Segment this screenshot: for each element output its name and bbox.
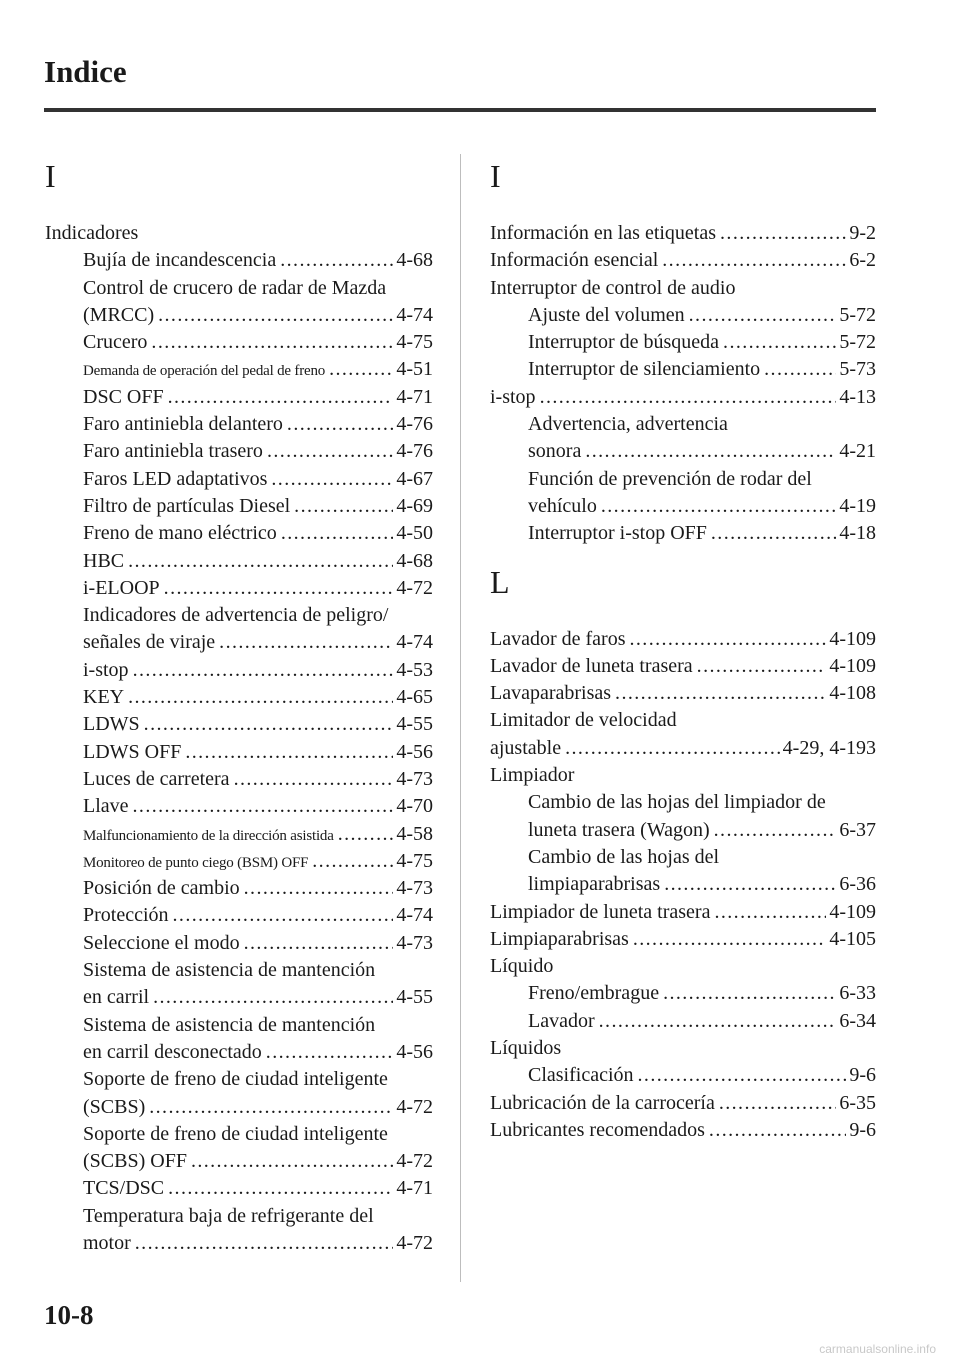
index-entry <box>45 875 433 902</box>
entry-page-ref: 4-29, 4-193 <box>782 736 876 759</box>
index-entry <box>490 871 876 898</box>
entry-page-ref: 4-13 <box>839 385 876 408</box>
index-entry <box>490 980 876 1007</box>
dot-leader <box>133 793 394 820</box>
index-entry <box>45 1203 433 1230</box>
entry-page-ref: 6-35 <box>839 1091 876 1114</box>
entry-text: Líquido <box>490 955 554 978</box>
index-entry <box>490 520 876 547</box>
entry-text: Cambio de las hojas del limpiador de <box>528 791 826 814</box>
watermark: carmanualsonline.info <box>819 1342 936 1356</box>
index-entry <box>45 1148 433 1175</box>
entry-text: Malfuncionamiento de la dirección asistida <box>83 827 334 844</box>
index-entry <box>45 1175 433 1202</box>
dot-leader <box>244 875 394 902</box>
dot-leader <box>133 657 394 684</box>
index-entry <box>490 1117 876 1144</box>
entry-page-ref: 4-76 <box>396 440 433 463</box>
entry-page-ref: 4-73 <box>396 877 433 900</box>
index-entry <box>45 602 433 629</box>
entry-text: motor <box>83 1231 131 1254</box>
dot-leader <box>173 902 394 929</box>
index-entry <box>490 493 876 520</box>
entry-text: ajustable <box>490 736 562 759</box>
entry-text: Limpiaparabrisas <box>490 927 629 950</box>
dot-leader <box>128 684 393 711</box>
dot-leader <box>294 493 393 520</box>
entry-page-ref: 6-37 <box>839 818 876 841</box>
dot-leader <box>714 817 837 844</box>
index-entry <box>490 735 876 762</box>
entry-page-ref: 4-53 <box>396 658 433 681</box>
index-entry <box>490 680 876 707</box>
dot-leader <box>312 848 393 875</box>
index-entry <box>45 793 433 820</box>
dot-leader <box>633 926 826 953</box>
index-entry <box>490 411 876 438</box>
entry-text: Indicadores <box>45 222 139 244</box>
entry-page-ref: 4-109 <box>829 900 876 923</box>
index-entry <box>490 329 876 356</box>
entry-page-ref: 4-69 <box>396 494 433 517</box>
entry-page-ref: 6-36 <box>839 873 876 896</box>
entry-text: Interruptor de silenciamiento <box>528 358 761 381</box>
index-entry <box>45 438 433 465</box>
dot-leader <box>185 739 393 766</box>
dot-leader <box>601 493 836 520</box>
entry-text: Protección <box>83 904 169 927</box>
index-entry <box>490 275 876 302</box>
entry-text: Sistema de asistencia de mantención <box>83 1013 376 1036</box>
dot-leader <box>338 821 394 848</box>
entry-page-ref: 4-74 <box>396 631 433 654</box>
entry-page-ref: 4-72 <box>396 1150 433 1173</box>
index-entry <box>45 739 433 766</box>
section-letter-i: I <box>490 158 501 194</box>
entry-page-ref: 4-72 <box>396 1095 433 1118</box>
dot-leader <box>191 1148 393 1175</box>
entry-page-ref: 4-18 <box>839 522 876 545</box>
entry-page-ref: 9-6 <box>849 1118 876 1141</box>
entry-text: vehículo <box>528 494 597 517</box>
entry-page-ref: 4-72 <box>396 1231 433 1254</box>
dot-leader <box>709 1117 846 1144</box>
entry-text: Información esencial <box>490 249 659 272</box>
entry-text: TCS/DSC <box>83 1177 165 1200</box>
entry-page-ref: 4-68 <box>396 249 433 272</box>
entry-text: Lavador de faros <box>490 627 626 650</box>
entry-page-ref: 4-73 <box>396 931 433 954</box>
index-entry <box>45 411 433 438</box>
entry-text: Lavaparabrisas <box>490 682 612 705</box>
index-entries-right-i <box>490 220 876 548</box>
dot-leader <box>271 466 393 493</box>
entry-page-ref: 9-6 <box>849 1064 876 1087</box>
dot-leader <box>714 899 826 926</box>
entry-page-ref: 6-2 <box>849 249 876 272</box>
entry-text: DSC OFF <box>83 385 164 408</box>
entry-page-ref: 4-50 <box>396 522 433 545</box>
page-number: 10-8 <box>44 1300 94 1330</box>
dot-leader <box>219 629 393 656</box>
dot-leader <box>267 438 393 465</box>
entry-text: señales de viraje <box>83 631 216 654</box>
entry-text: Filtro de partículas Diesel <box>83 494 291 517</box>
right-column <box>490 160 876 1144</box>
entry-page-ref: 4-21 <box>839 440 876 463</box>
page-title: Indice <box>44 54 127 89</box>
entry-text: LDWS <box>83 713 140 736</box>
index-entry <box>490 220 876 247</box>
index-entry <box>490 247 876 274</box>
entry-text: i-stop <box>490 385 536 408</box>
index-entry <box>490 438 876 465</box>
dot-leader <box>287 411 393 438</box>
index-entry <box>490 844 876 871</box>
entry-text: Bujía de incandescencia <box>83 249 277 272</box>
dot-leader <box>151 329 393 356</box>
entry-text: HBC <box>83 549 125 572</box>
entry-page-ref: 4-56 <box>396 740 433 763</box>
index-entry <box>45 902 433 929</box>
entry-text: Luces de carretera <box>83 767 230 790</box>
index-entry <box>45 520 433 547</box>
dot-leader <box>723 329 836 356</box>
dot-leader <box>281 520 394 547</box>
entry-text: Indicadores de advertencia de peligro/ <box>83 604 389 627</box>
entry-text: Advertencia, advertencia <box>528 413 728 436</box>
dot-leader <box>599 1008 837 1035</box>
entry-page-ref: 9-2 <box>849 222 876 244</box>
index-entry <box>45 302 433 329</box>
index-entry <box>490 707 876 734</box>
entry-page-ref: 5-73 <box>839 358 876 381</box>
entry-page-ref: 4-75 <box>396 849 433 872</box>
dot-leader <box>585 438 836 465</box>
entry-page-ref: 4-67 <box>396 467 433 490</box>
index-entry <box>490 1008 876 1035</box>
entry-text: Crucero <box>83 331 148 354</box>
dot-leader <box>158 302 393 329</box>
entry-text: i-stop <box>83 658 129 681</box>
entry-page-ref: 4-19 <box>839 494 876 517</box>
index-entry <box>490 789 876 816</box>
entry-page-ref: 4-76 <box>396 413 433 436</box>
column-divider <box>460 154 461 1282</box>
entry-text: Freno de mano eléctrico <box>83 522 277 545</box>
entry-page-ref: 4-68 <box>396 549 433 572</box>
entry-text: Función de prevención de rodar del <box>528 467 812 490</box>
index-entry <box>490 1035 876 1062</box>
index-entry <box>490 953 876 980</box>
index-entry <box>45 766 433 793</box>
entry-page-ref: 4-109 <box>829 627 876 650</box>
index-entry <box>45 848 433 875</box>
dot-leader <box>664 871 836 898</box>
header-rule <box>44 108 876 112</box>
entry-page-ref: 4-72 <box>396 576 433 599</box>
entry-page-ref: 4-73 <box>396 767 433 790</box>
index-entry <box>45 220 433 247</box>
dot-leader <box>630 626 827 653</box>
index-entry <box>45 821 433 848</box>
entry-text: Interruptor de búsqueda <box>528 331 720 354</box>
entry-text: KEY <box>83 686 125 709</box>
entry-text: Llave <box>83 795 129 818</box>
entry-text: en carril desconectado <box>83 1040 262 1063</box>
index-entry <box>490 1090 876 1117</box>
entry-text: Limitador de velocidad <box>490 709 677 732</box>
entry-page-ref: 5-72 <box>839 303 876 326</box>
entry-text: Posición de cambio <box>83 877 240 900</box>
index-entry <box>45 930 433 957</box>
entry-page-ref: 6-33 <box>839 982 876 1005</box>
entry-text: Faro antiniebla trasero <box>83 440 263 463</box>
dot-leader <box>128 548 393 575</box>
entry-text: LDWS OFF <box>83 740 182 763</box>
entry-text: Ajuste del volumen <box>528 303 685 326</box>
section-letter-l: L <box>490 563 510 600</box>
entry-page-ref: 5-72 <box>839 331 876 354</box>
entry-page-ref: 4-55 <box>396 713 433 736</box>
index-entry <box>45 1121 433 1148</box>
entry-text: Control de crucero de radar de Mazda <box>83 276 387 299</box>
entry-text: en carril <box>83 986 150 1009</box>
dot-leader <box>663 980 836 1007</box>
entry-text: Clasificación <box>528 1064 634 1087</box>
index-entry <box>45 657 433 684</box>
index-entry <box>45 384 433 411</box>
dot-leader <box>662 247 846 274</box>
entry-text: Faro antiniebla delantero <box>83 413 283 436</box>
entry-page-ref: 4-65 <box>396 686 433 709</box>
index-entry <box>490 356 876 383</box>
dot-leader <box>329 356 393 383</box>
entry-page-ref: 4-108 <box>829 682 876 705</box>
entry-text: sonora <box>528 440 582 463</box>
dot-leader <box>565 735 780 762</box>
entry-text: (SCBS) <box>83 1095 146 1118</box>
dot-leader <box>266 1039 394 1066</box>
entry-text: Lubricantes recomendados <box>490 1118 705 1141</box>
index-entry <box>45 575 433 602</box>
dot-leader <box>244 930 394 957</box>
dot-leader <box>689 302 837 329</box>
entry-text: Soporte de freno de ciudad inteligente <box>83 1122 388 1145</box>
index-entry <box>490 302 876 329</box>
index-entry <box>45 356 433 383</box>
index-entry <box>45 1094 433 1121</box>
dot-leader <box>697 653 827 680</box>
index-entry <box>45 493 433 520</box>
entry-text: Información en las etiquetas <box>490 222 717 244</box>
index-entry <box>45 957 433 984</box>
index-entry <box>490 384 876 411</box>
dot-leader <box>615 680 826 707</box>
index-entry <box>45 1012 433 1039</box>
entry-page-ref: 4-71 <box>396 1177 433 1200</box>
entry-text: Cambio de las hojas del <box>528 845 720 868</box>
entry-page-ref: 4-70 <box>396 795 433 818</box>
index-entry <box>490 466 876 493</box>
dot-leader <box>135 1230 394 1257</box>
dot-leader <box>168 384 394 411</box>
dot-leader <box>234 766 394 793</box>
index-entries-left <box>45 220 433 1257</box>
index-entry <box>45 247 433 274</box>
entry-text: (MRCC) <box>83 303 155 326</box>
index-entry <box>490 653 876 680</box>
entry-text: Líquidos <box>490 1037 562 1060</box>
entry-page-ref: 6-34 <box>839 1009 876 1032</box>
entry-text: Soporte de freno de ciudad inteligente <box>83 1068 388 1091</box>
index-entry <box>45 1039 433 1066</box>
dot-leader <box>144 711 394 738</box>
dot-leader <box>280 247 393 274</box>
dot-leader <box>719 1090 836 1117</box>
entry-page-ref: 4-74 <box>396 904 433 927</box>
index-entry <box>490 899 876 926</box>
entry-text: Faros LED adaptativos <box>83 467 268 490</box>
entry-page-ref: 4-58 <box>396 822 433 845</box>
dot-leader <box>764 356 836 383</box>
entry-page-ref: 4-51 <box>396 358 433 381</box>
entry-text: i-ELOOP <box>83 576 160 599</box>
left-column <box>45 160 433 1257</box>
index-entry <box>490 817 876 844</box>
index-entry <box>490 762 876 789</box>
entry-text: Demanda de operación del pedal de freno <box>83 363 326 380</box>
entry-page-ref: 4-75 <box>396 331 433 354</box>
entry-text: Lavador <box>528 1009 595 1032</box>
entry-page-ref: 4-105 <box>829 927 876 950</box>
index-entries-right-l <box>490 626 876 1145</box>
entry-page-ref: 4-109 <box>829 654 876 677</box>
entry-text: Freno/embrague <box>528 982 660 1005</box>
entry-page-ref: 4-71 <box>396 385 433 408</box>
section-letter-i: I <box>45 158 56 194</box>
entry-text: Limpiador de luneta trasera <box>490 900 711 923</box>
index-entry <box>45 711 433 738</box>
dot-leader <box>540 384 837 411</box>
entry-text: limpiaparabrisas <box>528 873 661 896</box>
index-entry <box>490 626 876 653</box>
dot-leader <box>149 1094 393 1121</box>
index-entry <box>490 1062 876 1089</box>
entry-text: Lavador de luneta trasera <box>490 654 693 677</box>
index-entry <box>490 926 876 953</box>
index-entry <box>45 466 433 493</box>
entry-page-ref: 4-74 <box>396 303 433 326</box>
index-entry <box>45 629 433 656</box>
entry-text: (SCBS) OFF <box>83 1150 187 1173</box>
entry-text: Interruptor i-stop OFF <box>528 522 707 545</box>
entry-text: Limpiador <box>490 764 575 787</box>
dot-leader <box>720 220 846 247</box>
index-entry <box>45 548 433 575</box>
entry-text: Interruptor de control de audio <box>490 276 736 299</box>
dot-leader <box>711 520 836 547</box>
entry-text: Seleccione el modo <box>83 931 240 954</box>
entry-text: luneta trasera (Wagon) <box>528 818 710 841</box>
index-entry <box>45 1066 433 1093</box>
index-entry <box>45 275 433 302</box>
dot-leader <box>164 575 394 602</box>
entry-text: Lubricación de la carrocería <box>490 1091 715 1114</box>
index-entry <box>45 984 433 1011</box>
index-entry <box>45 684 433 711</box>
index-entry <box>45 329 433 356</box>
dot-leader <box>153 984 393 1011</box>
entry-page-ref: 4-55 <box>396 986 433 1009</box>
entry-text: Temperatura baja de refrigerante del <box>83 1204 374 1227</box>
entry-text: Monitoreo de punto ciego (BSM) OFF <box>83 854 309 871</box>
entry-text: Sistema de asistencia de mantención <box>83 959 376 982</box>
dot-leader <box>168 1175 393 1202</box>
entry-page-ref: 4-56 <box>396 1040 433 1063</box>
index-entry <box>45 1230 433 1257</box>
dot-leader <box>638 1062 847 1089</box>
